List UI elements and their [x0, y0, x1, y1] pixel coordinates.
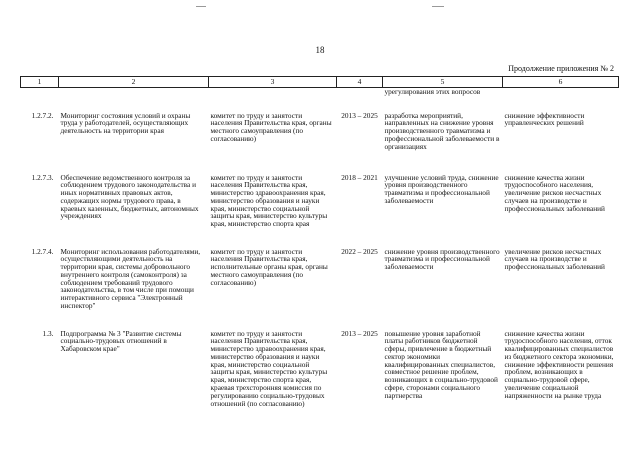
row-years: 2022 – 2025	[341, 247, 378, 256]
row-number: 1.2.7.3.	[31, 173, 54, 182]
row-measure: Мониторинг состояния условий и охраны труда у работодателей, осуществляющих деятельность на территории края	[60, 111, 191, 136]
row-measure: Обеспечение ведомственного контроля за соблюдением трудового законодательства и иных нормативных правовых актов, содержащих нормы трудового права, в краевых казенных, бюджетных, автономных учреждениях	[60, 173, 199, 221]
scan-mark-right	[432, 6, 444, 7]
row-result: повышение уровня заработной платы работников бюджетной сферы, привлечение в бюджетный сектор экономики квалифицированных специалистов, совместное решение проблем, возникающих в социально-трудовой сфере, сторонами социального партнерства	[384, 329, 498, 400]
column-header: 5	[383, 77, 503, 88]
page-number: 18	[315, 45, 325, 55]
row-years: 2013 – 2025	[341, 111, 378, 120]
row-effect: снижение качества жизни трудоспособного населения, увеличение рисков несчастных случаев на производстве и профессиональных заболеваний	[504, 173, 605, 213]
column-header: 1	[21, 77, 59, 88]
table-row	[21, 248, 619, 330]
program-table	[20, 76, 619, 440]
scan-mark-left	[196, 6, 206, 7]
row-result: улучшение условий труда, снижение уровня производственного травматизма и профессиональной заболеваемости	[384, 173, 499, 205]
row-effect: снижение качества жизни трудоспособного населения, отток квалифицированных специалистов из бюджетного сектора экономики, снижение эффективности решения проблем, возникающих в социально-трудовой сфере, увеличение социальной напряженности на рынке труда	[504, 329, 614, 400]
row-effect: увеличение рисков несчастных случаев на производстве и профессиональных заболеваний	[504, 247, 605, 272]
table-row	[21, 330, 619, 440]
table-row	[21, 112, 619, 174]
row-result: снижение уровня производственного травматизма и профессиональной заболеваемости	[384, 247, 500, 272]
row-measure: Подпрограмма № 3 "Развитие системы социально-трудовых отношений в Хабаровском крае"	[60, 329, 182, 354]
row-years: 2018 – 2021	[341, 173, 378, 182]
column-header-row	[21, 77, 619, 88]
row-measure: Мониторинг использования работодателями, осуществляющими деятельность на территории края, системы добровольного внутреннего контроля (самоконтроля) за соблюдением требований трудового законодательства, в том числе при помощи интерактивного сервиса "Электронный инспектор"	[60, 247, 201, 311]
row-years: 2013 – 2025	[341, 329, 378, 338]
carryover-text: урегулирования этих вопросов	[384, 87, 481, 96]
row-effect: снижение эффективности управленческих решений	[504, 111, 585, 128]
column-header: 2	[59, 77, 209, 88]
row-result: разработка мероприятий, направленных на снижение уровня производственного травматизма и профессиональной заболеваемости в организациях	[384, 111, 500, 151]
row-executor: комитет по труду и занятости населения Правительства края, министерство здравоохранения края, министерство образования и науки края, министерство социальной защиты края, министерство культуры края, министерство спорта края, краевая трехсторонняя комиссия по регулированию социально-трудовых отношений (по согласованию)	[210, 329, 328, 408]
row-number: 1.3.	[42, 329, 54, 338]
continuation-label: Продолжение приложения № 2	[508, 64, 614, 73]
row-executor: комитет по труду и занятости населения Правительства края, исполнительные органы края, органы местного самоуправления (по согласованию)	[210, 247, 328, 287]
column-header: 6	[503, 77, 619, 88]
column-header: 3	[209, 77, 337, 88]
row-number: 1.2.7.2.	[31, 111, 54, 120]
column-header: 4	[337, 77, 383, 88]
table-row	[21, 174, 619, 248]
row-number: 1.2.7.4.	[31, 247, 54, 256]
row-executor: комитет по труду и занятости населения Правительства края, органы местного самоуправления (по согласованию)	[210, 111, 332, 143]
row-executor: комитет по труду и занятости населения Правительства края, министерство здравоохранения края, министерство образования и науки края, министерство социальной защиты края, министерство культуры края, министерство спорта края	[210, 173, 328, 229]
carryover-row	[21, 88, 619, 112]
